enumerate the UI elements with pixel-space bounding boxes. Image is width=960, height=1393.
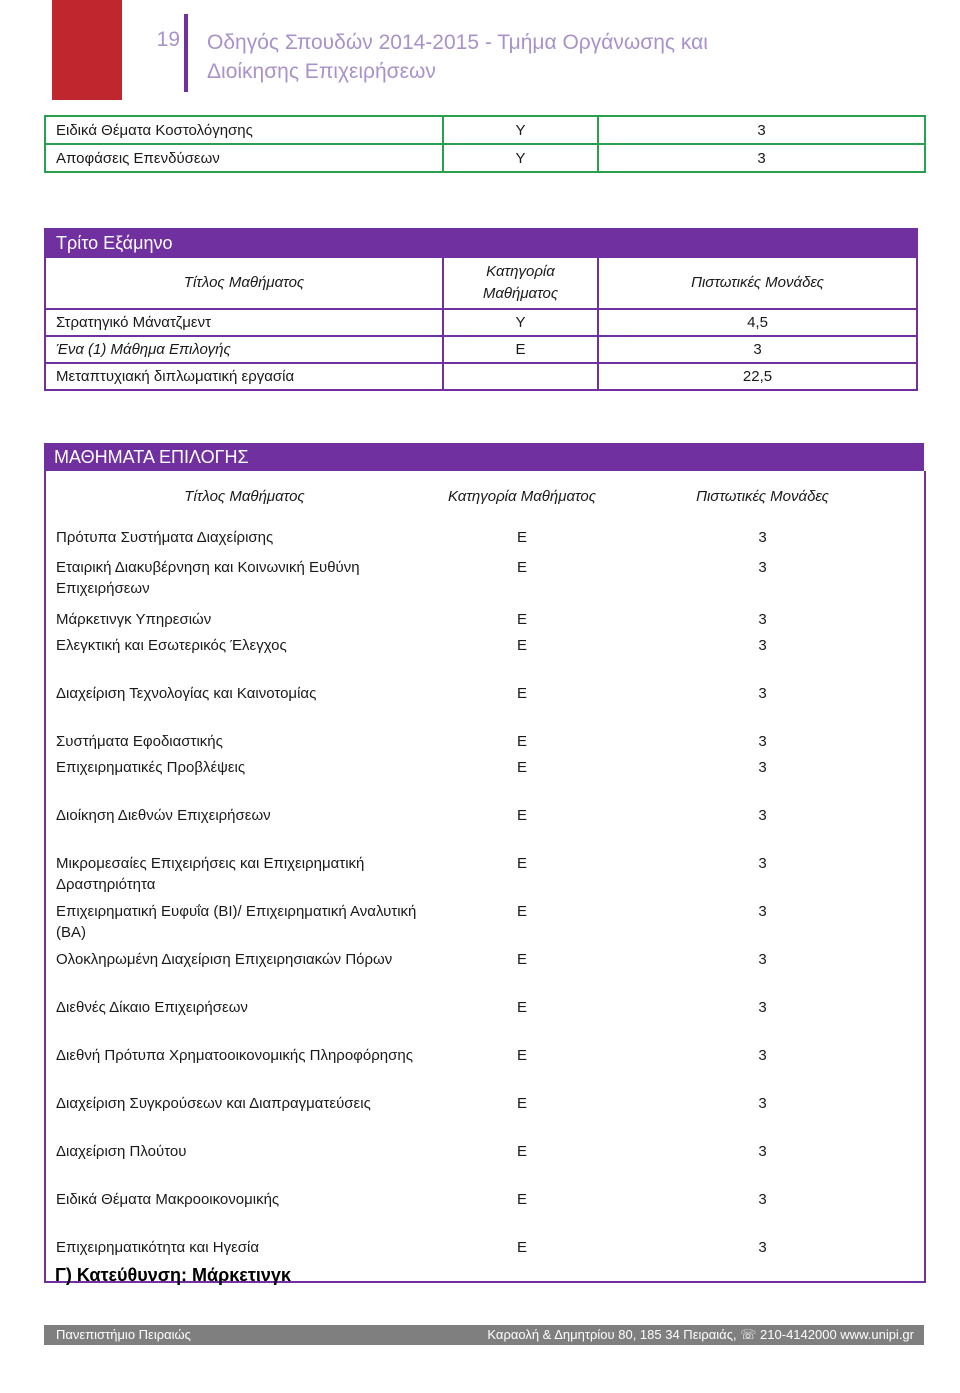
course-category: Ε bbox=[516, 999, 527, 1016]
course-credits: 22,5 bbox=[598, 363, 917, 390]
course-category: Ε bbox=[516, 951, 527, 968]
course-credits: 3 bbox=[598, 144, 925, 172]
course-category: Ε bbox=[516, 733, 527, 750]
course-title: Διεθνή Πρότυπα Χρηματοοικονομικής Πληροφόρησης bbox=[56, 1047, 413, 1064]
course-credits: 3 bbox=[758, 1239, 767, 1256]
course-title: Ειδικά Θέματα Κοστολόγησης bbox=[45, 116, 443, 144]
electives-heading: ΜΑΘΗΜΑΤΑ ΕΠΙΛΟΓΗΣ bbox=[54, 447, 249, 467]
course-category: Ε bbox=[443, 336, 598, 363]
table-row bbox=[45, 1041, 925, 1089]
course-credits: 3 bbox=[758, 1143, 767, 1160]
page-number: 19 bbox=[156, 28, 180, 51]
direction-heading: Γ) Κατεύθυνση: Μάρκετινγκ bbox=[55, 1265, 291, 1285]
course-title: Επιχειρηματικότητα και Ηγεσία bbox=[56, 1239, 260, 1256]
course-title: Μεταπτυχιακή διπλωματική εργασία bbox=[45, 363, 443, 390]
table-row bbox=[45, 993, 925, 1041]
column-header-credits: Πιστωτικές Μονάδες bbox=[696, 488, 829, 505]
course-credits: 3 bbox=[758, 529, 767, 546]
document-title: Οδηγός Σπουδών 2014-2015 - Τμήμα Οργάνωσης και Διοίκησης Επιχειρήσεων bbox=[207, 31, 708, 83]
course-credits: 3 bbox=[598, 336, 917, 363]
table-row bbox=[45, 309, 917, 336]
course-category: Ε bbox=[516, 807, 527, 824]
course-title: Ελεγκτική και Εσωτερικός Έλεγχος bbox=[56, 637, 287, 654]
course-category: Ε bbox=[516, 559, 527, 576]
electives-section-title bbox=[44, 443, 924, 471]
course-category: Ε bbox=[516, 1047, 527, 1064]
table-row bbox=[45, 753, 925, 801]
third-semester-table bbox=[44, 228, 918, 391]
course-category bbox=[443, 363, 598, 390]
course-title: Διεθνές Δίκαιο Επιχειρήσεων bbox=[56, 999, 248, 1016]
electives-table bbox=[44, 471, 926, 1283]
table-row bbox=[45, 631, 925, 679]
table-row bbox=[45, 363, 917, 390]
footer-contact: Καραολή & Δημητρίου 80, 185 34 Πειραιάς, ☏ 210-4142000 www.unipi.gr bbox=[487, 1327, 914, 1342]
course-credits: 3 bbox=[758, 759, 767, 776]
page-header bbox=[0, 0, 960, 100]
course-title: Επιχειρηματική Ευφυΐα (BI)/ Επιχειρηματική Αναλυτική (BA) bbox=[56, 903, 417, 941]
table-header-row bbox=[45, 471, 925, 523]
course-category: Ε bbox=[516, 529, 527, 546]
course-category: Υ bbox=[443, 309, 598, 336]
table-row bbox=[45, 336, 917, 363]
course-title: Μικρομεσαίες Επιχειρήσεις και Επιχειρηματική Δραστηριότητα bbox=[56, 855, 365, 893]
course-category: Ε bbox=[516, 1239, 527, 1256]
course-category: Υ bbox=[443, 144, 598, 172]
course-credits: 3 bbox=[758, 1191, 767, 1208]
course-category: Ε bbox=[516, 637, 527, 654]
course-title: Διοίκηση Διεθνών Επιχειρήσεων bbox=[56, 807, 271, 824]
table-row bbox=[45, 144, 925, 172]
table-header-row bbox=[45, 257, 917, 309]
header-color-bar bbox=[52, 0, 122, 100]
course-category: Ε bbox=[516, 611, 527, 628]
table-row bbox=[45, 116, 925, 144]
header-divider bbox=[184, 14, 188, 92]
section-title: Τρίτο Εξάμηνο bbox=[45, 229, 917, 257]
course-credits: 3 bbox=[758, 733, 767, 750]
table-row bbox=[45, 849, 925, 897]
table-row bbox=[45, 679, 925, 727]
course-credits: 3 bbox=[758, 903, 767, 920]
course-credits: 4,5 bbox=[598, 309, 917, 336]
table-row bbox=[45, 727, 925, 753]
course-category: Υ bbox=[443, 116, 598, 144]
course-credits: 3 bbox=[758, 855, 767, 872]
column-header-credits: Πιστωτικές Μονάδες bbox=[598, 257, 917, 309]
course-title: Συστήματα Εφοδιαστικής bbox=[56, 733, 223, 750]
course-title: Αποφάσεις Επενδύσεων bbox=[45, 144, 443, 172]
course-title: Ένα (1) Μάθημα Επιλογής bbox=[45, 336, 443, 363]
course-category: Ε bbox=[516, 759, 527, 776]
table-row bbox=[45, 605, 925, 631]
table-row bbox=[45, 1137, 925, 1185]
course-title: Διαχείριση Τεχνολογίας και Καινοτομίας bbox=[56, 685, 317, 702]
table-row bbox=[45, 1089, 925, 1137]
table-row bbox=[45, 1185, 925, 1233]
course-title: Εταιρική Διακυβέρνηση και Κοινωνική Ευθύνη Επιχειρήσεων bbox=[56, 559, 360, 597]
course-credits: 3 bbox=[758, 1095, 767, 1112]
course-category: Ε bbox=[516, 1095, 527, 1112]
course-credits: 3 bbox=[758, 999, 767, 1016]
column-header-title: Τίτλος Μαθήματος bbox=[184, 488, 305, 505]
course-credits: 3 bbox=[758, 559, 767, 576]
table-row bbox=[45, 553, 925, 605]
column-header-category: Κατηγορία Μαθήματος bbox=[447, 488, 597, 505]
course-title: Ολοκληρωμένη Διαχείριση Επιχειρησιακών Πόρων bbox=[56, 951, 393, 968]
course-title: Στρατηγικό Μάνατζμεντ bbox=[45, 309, 443, 336]
footer-university: Πανεπιστήμιο Πειραιώς bbox=[56, 1327, 191, 1342]
page-footer bbox=[44, 1325, 924, 1345]
course-category: Ε bbox=[516, 903, 527, 920]
course-credits: 3 bbox=[758, 611, 767, 628]
table-row bbox=[45, 897, 925, 945]
column-header-title: Τίτλος Μαθήματος bbox=[45, 257, 443, 309]
course-title: Μάρκετινγκ Υπηρεσιών bbox=[56, 611, 212, 628]
course-category: Ε bbox=[516, 1191, 527, 1208]
table-row bbox=[45, 945, 925, 993]
course-category: Ε bbox=[516, 685, 527, 702]
course-credits: 3 bbox=[758, 685, 767, 702]
course-category: Ε bbox=[516, 1143, 527, 1160]
table-row bbox=[45, 523, 925, 553]
course-title: Επιχειρηματικές Προβλέψεις bbox=[56, 759, 246, 776]
course-credits: 3 bbox=[758, 807, 767, 824]
table-row bbox=[45, 801, 925, 849]
course-category: Ε bbox=[516, 855, 527, 872]
course-credits: 3 bbox=[598, 116, 925, 144]
courses-table-continued bbox=[44, 115, 926, 173]
course-title: Πρότυπα Συστήματα Διαχείρισης bbox=[56, 529, 274, 546]
column-header-category: Κατηγορία Μαθήματος bbox=[443, 257, 598, 309]
course-title: Διαχείριση Πλούτου bbox=[56, 1143, 187, 1160]
course-credits: 3 bbox=[758, 1047, 767, 1064]
course-title: Ειδικά Θέματα Μακροοικονομικής bbox=[56, 1191, 280, 1208]
course-credits: 3 bbox=[758, 951, 767, 968]
course-credits: 3 bbox=[758, 637, 767, 654]
course-title: Διαχείριση Συγκρούσεων και Διαπραγματεύσεις bbox=[56, 1095, 371, 1112]
